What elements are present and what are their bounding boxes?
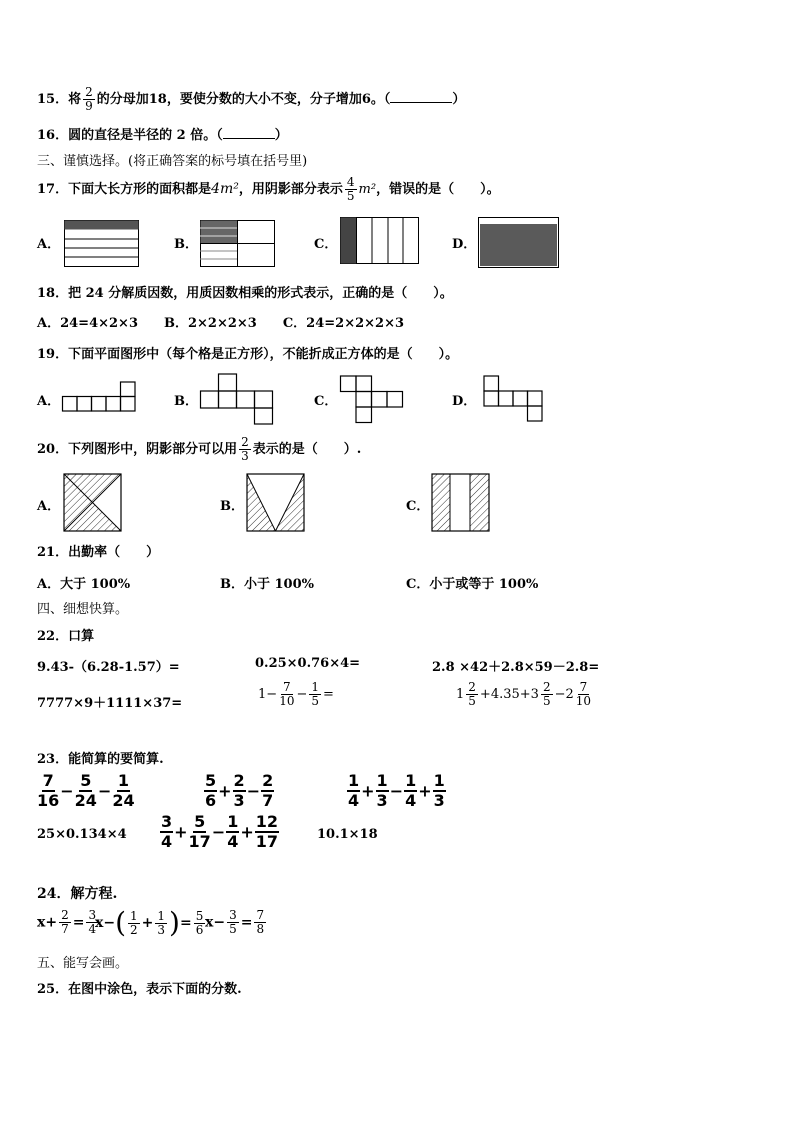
section-5-heading: 五、能写会画。 (37, 956, 129, 971)
equation-3: x− $\frac{3}{5}$ = $\frac{7}{8}$ (205, 908, 265, 936)
expr-23-6: 10.1×18 (317, 827, 378, 842)
option-a: A．大于 100% (37, 577, 131, 592)
question-18-options: A．24=4×2×3 B．2×2×2×3 C．24=2×2×2×3 (37, 316, 405, 331)
fraction: $\frac{2}{9}$ (85, 85, 93, 113)
option-b-label: B． (174, 237, 198, 252)
question-19: 19．下面平面图形中（每个格是正方形），不能折成正方体的是（ ）。 (37, 347, 459, 362)
option-a-label: A． (37, 237, 61, 252)
equation-2: x−( $\frac{1}{2}$ + $\frac{1}{3}$ )= $\frac{5}{6}$ (95, 906, 204, 939)
figure-17c (340, 217, 420, 265)
option-d-label: D． (452, 237, 477, 252)
equation-1: x+ $\frac{2}{7}$ = $\frac{3}{4}$ (37, 908, 97, 936)
option-d-label: D． (452, 394, 477, 409)
expr-22-6: 1 $\frac{2}{5}$ +4.35+3 $\frac{2}{5}$ −2 $\frac{7}{10}$ (456, 680, 592, 708)
option-b-label: B． (174, 394, 198, 409)
option-c-label: C． (314, 237, 338, 252)
question-15: 15．将 $\frac{2}{9}$ 的分母加18，要使分数的大小不变，分子增加6。（ ） (37, 85, 466, 113)
question-18: 18．把 24 分解质因数，用质因数相乘的形式表示，正确的是（ ）。 (37, 286, 453, 301)
figure-20c (431, 473, 491, 533)
section-4-heading: 四、细想快算。 (37, 602, 129, 617)
question-16: 16．圆的直径是半径的 2 倍。（ ） (37, 128, 288, 143)
question-17: 17．下面大长方形的面积都是4m²，用阴影部分表示 $\frac{4}{5}$ m²，错误的是（ ）。 (37, 175, 500, 203)
option-b-label: B． (220, 499, 244, 514)
question-25: 25．在图中涂色，表示下面的分数. (37, 982, 242, 997)
figure-20a (63, 473, 123, 533)
expr-22-3: 2.8 ×42＋2.8×59－2.8= (432, 660, 600, 675)
expr-23-2: $\frac{5}{6}$ + $\frac{2}{3}$ − $\frac{2}{7}$ (205, 771, 274, 810)
expr-23-5: $\frac{3}{4}$ + $\frac{5}{17}$ − $\frac{1}{4}$ + $\frac{12}{17}$ (161, 812, 279, 851)
question-21: 21．出勤率（ ） (37, 545, 160, 560)
expr-22-1: 9.43-（6.28-1.57）= (37, 660, 180, 675)
option-c-label: C． (314, 394, 338, 409)
fraction: $\frac{2}{3}$ (241, 435, 249, 463)
net-19d (483, 375, 545, 423)
option-c: C．小于或等于 100% (406, 577, 539, 592)
expr-22-5: 1− $\frac{7}{10}$ − $\frac{1}{5}$ = (258, 680, 334, 708)
expr-23-1: $\frac{7}{16}$ − $\frac{5}{24}$ − $\frac{1}{24}$ (37, 771, 135, 810)
section-3-heading: 三、谨慎选择。(将正确答案的标号填在括号里) (37, 154, 308, 169)
net-19b (200, 373, 276, 425)
option-c-label: C． (406, 499, 430, 514)
question-20: 20．下列图形中，阴影部分可以用 $\frac{2}{3}$ 表示的是（ ）. (37, 435, 362, 463)
figure-17d (478, 217, 560, 269)
question-22-title: 22．口算 (37, 629, 95, 644)
expr-22-2: 0.25×0.76×4= (255, 656, 361, 671)
fraction: $\frac{4}{5}$ (346, 175, 355, 203)
figure-17a (64, 220, 140, 268)
option-b: B．小于 100% (220, 577, 315, 592)
net-19c (340, 375, 406, 425)
option-a-label: A． (37, 394, 61, 409)
expr-23-4: 25×0.134×4 (37, 827, 127, 842)
figure-20b (246, 473, 306, 533)
figure-17b (200, 220, 276, 268)
question-23-title: 23．能简算的要简算. (37, 752, 164, 767)
net-19a (62, 381, 138, 413)
option-a-label: A． (37, 499, 61, 514)
expr-22-4: 7777×9＋1111×37= (37, 696, 183, 711)
answer-blank[interactable] (390, 90, 452, 103)
expr-23-3: $\frac{1}{4}$ + $\frac{1}{3}$ − $\frac{1}{4}$ + $\frac{1}{3}$ (348, 771, 445, 810)
question-24-title: 24．解方程. (37, 886, 118, 902)
answer-blank[interactable] (223, 126, 275, 139)
